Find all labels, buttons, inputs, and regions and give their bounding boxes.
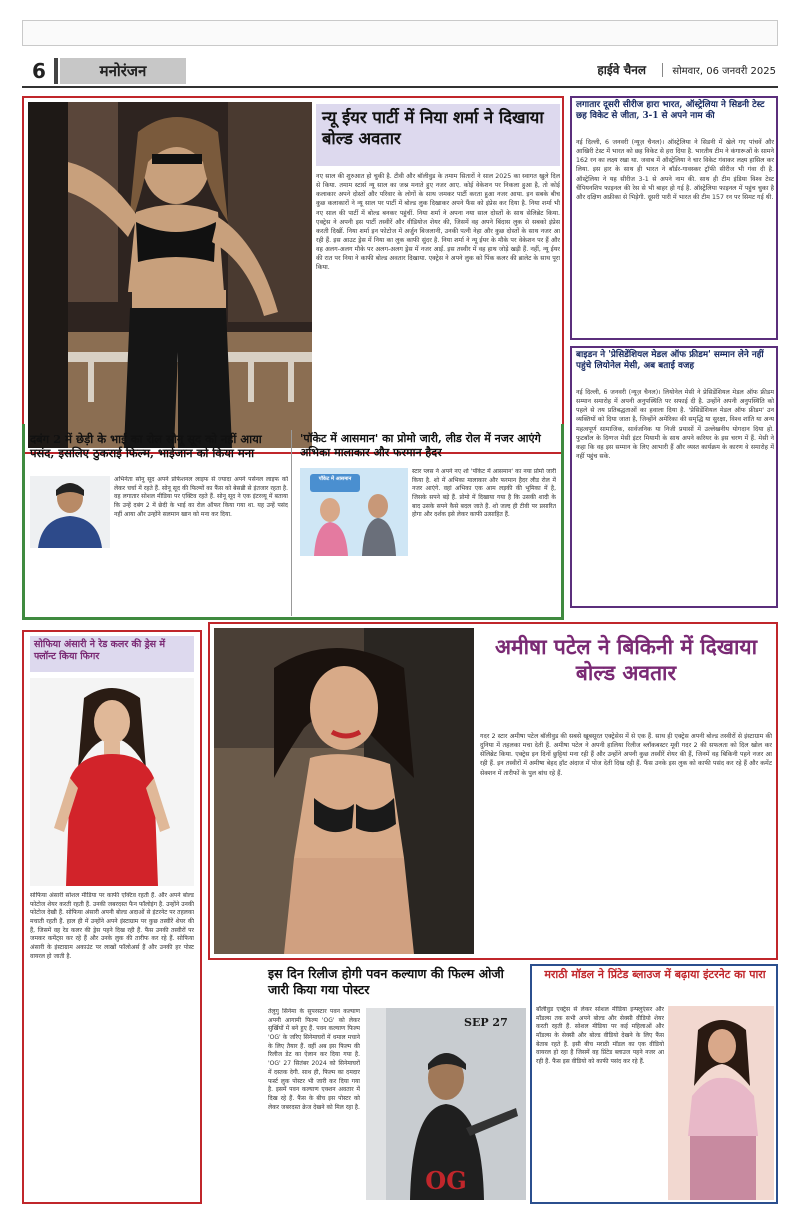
- story6-headline: सोफिया अंसारी ने रेड कलर की ड्रेस में फ्लॉन्ट किया फिगर: [34, 639, 166, 662]
- story-pawan-kalyan-og: [208, 964, 526, 1204]
- story-sofia-ansari: [22, 630, 202, 1204]
- page-number: 6: [32, 59, 46, 83]
- marathi-model-photo: [668, 1006, 774, 1200]
- story8-headline: इस दिन रिलीज होगी पवन कल्याण की फिल्म ओजी जारी किया गया पोस्टर: [268, 966, 504, 997]
- page-header: [22, 56, 778, 88]
- story-marathi-model: [530, 964, 778, 1204]
- story3-body: नई दिल्ली, 6 जनवरी (न्यूज़ चैनल)। लियोनेल मेसी ने प्रेसिडेंशियल मेडल ऑफ फ्रीडम सम्मान समारोह में अपनी अनुपस्थिति पर सफाई दी है. उन्होंने अपनी अनुपस्थिति को पहले से तय प्रतिबद्धताओं का हवाला दिया है. 'प्रेसिडेंशियल मेडल ऑफ फ्रीडम' उन व्यक्तियों को दिया जाता है, जिन्होंने अमेरिका की समृद्धि या सुरक्षा, विश्व शांति या अन्य महत्वपूर्ण सामाजिक, सार्वजनिक या निजी प्रयासों में उल्लेखनीय योगदान दिया हो. फुटबॉल के दिग्गज मेसी इंटर मियामी के साथ अपने करियर के इस चरण में हैं. मेसी ने कहा कि वह इस सम्मान के लिए आभारी हैं और व्यस्त कार्यक्रम के कारण वे समारोह में नहीं पहुंच सके.: [576, 389, 774, 460]
- nia-sharma-photo: [28, 102, 312, 448]
- story-cricket: [570, 96, 778, 340]
- story9-body: बॉलीवुड एक्ट्रेस से लेकर सोशल मीडिया इन्फ्लुएंसर और मॉडल्स तक सभी अपने बोल्ड और सेक्सी वीडियो शेयर करती रहती हैं. सोशल मीडिया पर कई महिलाओं और मॉडल्स के सेक्सी और बोल्ड वीडियो देखने के लिए फैंस बेताब रहते हैं. इसी बीच मराठी मॉडल का एक वीडियो वायरल हो रहा है जिसमें वह प्रिंटेड ब्लाउज पहने नजर आ रही हैं. फैंस इस वीडियो को काफी पसंद कर रहे हैं.: [536, 1006, 664, 1066]
- story-ameesha-patel: [208, 622, 778, 960]
- story7-headline: अमीषा पटेल ने बिकिनी में दिखाया बोल्ड अवतार: [494, 634, 758, 686]
- masthead-channel: हाईवे चैनल: [597, 63, 646, 77]
- poster-title: पॉकेट में आसमान: [318, 476, 352, 482]
- masthead-date: सोमवार, 06 जनवरी 2025: [662, 63, 776, 77]
- story-sonu-sood: [26, 430, 292, 616]
- story5-body: स्टार प्लस ने अपने नए शो 'पॉकेट में आसमान' का नया प्रोमो जारी किया है. शो में अभिका मालाकार और फरमान हैदर लीड रोल में नजर आएंगे. वहां अभिका एक आम लड़की की भूमिका में है, जिसके सपने बड़े हैं. प्रोमो में दिखाया गया है कि उसकी शादी के बाद उसके सपने कैसे बदल जाते हैं. शो जल्द ही टीवी पर प्रसारित होगा और दर्शक इसे लेकर काफी उत्साहित हैं.: [412, 468, 556, 519]
- story5-headline: 'पॉकेट में आसमान' का प्रोमो जारी, लीड रोल में नजर आएंगे अभिका मालाकार और फरमान हैदर: [300, 432, 541, 459]
- story9-headline: मराठी मॉडल ने प्रिंटेड ब्लाउज में बढ़ाया इंटरनेट का पारा: [544, 968, 766, 981]
- story-nia-sharma: [22, 96, 564, 454]
- story8-body: तेलुगु सिनेमा के सुपरस्टार पवन कल्याण अपनी आगामी फिल्म 'OG' को लेकर सुर्खियों में बने हुए हैं. पवन कल्याण फिल्म 'OG' के जरिए सिनेमाघरों में धमाल मचाने के लिए तैयार हैं. वहीं अब इस फिल्म की रिलीज डेट का ऐलान कर दिया गया है. 'OG' 27 सितंबर 2024 को सिनेमाघरों में दस्तक देगी. साथ ही, फिल्म का दमदार फर्स्ट लुक पोस्टर भी जारी कर दिया गया है. इसमें पवन कल्याण एक्शन अवतार में दिख रहे हैं. फैंस के बीच इस पोस्टर को लेकर जबरदस्त क्रेज देखने को मिल रहा है.: [268, 1008, 360, 1111]
- story6-body: सोफिया अंसारी सोशल मीडिया पर काफी एक्टिव रहती हैं. और अपने बोल्ड फोटोज शेयर करती रहती हैं. उनकी जबरदस्त फैन फॉलोइंग है. उन्होंने उनकी फोटोज देखी हैं. सोफिया अंसारी अपनी बोल्ड अदाओं से इंटरनेट पर तहलका मचाती रहती हैं. हाल ही में उन्होंने अपने इंस्टाग्राम पर कुछ तस्वीरें शेयर की हैं, जिसमें वह रेड कलर की ड्रेस पहने दिख रही हैं. फैंस उनकी तस्वीरों पर जमकर कमेंट्स कर रहे हैं और उनके लुक की तारीफ कर रहे हैं. सोफिया अंसारी के इंस्टाग्राम अकाउंट पर लाखों फॉलोअर्स हैं और उनकी हर पोस्ट वायरल हो जाती है.: [30, 892, 194, 960]
- story1-headline: न्यू ईयर पार्टी में निया शर्मा ने दिखाया बोल्ड अवतार: [322, 108, 544, 148]
- og-poster: [366, 1008, 526, 1200]
- story-pocket-mein-aasman: [296, 430, 560, 616]
- headline-band: [316, 104, 560, 166]
- ameesha-patel-photo: [214, 628, 474, 954]
- pocket-mein-aasman-poster: [300, 468, 408, 556]
- sonu-sood-photo: [30, 476, 110, 548]
- poster-date: SEP 27: [464, 1016, 508, 1029]
- sofia-headline-band: [30, 636, 194, 672]
- story2-body: नई दिल्ली, 6 जनवरी (न्यूज़ चैनल)। ऑस्ट्रेलिया ने सिडनी में खेले गए पांचवें और आखिरी टेस्ट में भारत को छह विकेट से हरा दिया है. भारतीय टीम ने कंगारूओं के सामने 162 रन का लक्ष्य रखा था. जवाब में ऑस्ट्रेलिया ने चार विकेट गंवाकर लक्ष्य हासिल कर लिया. इस हार के साथ ही भारत ने बॉर्डर-गावस्कर ट्रॉफी सीरीज भी गंवा दी है. ऑस्ट्रेलिया ने यह सीरीज 3-1 से अपने नाम की. साथ ही टीम इंडिया विश्व टेस्ट चैंपियनशिप फाइनल की रेस से भी बाहर हो गई है. ऑस्ट्रेलिया फाइनल में पहुंच चुका है और दक्षिण अफ्रीका से भिड़ेगी. दूसरी पारी में भारत की टीम 157 रन पर सिमट गई थी.: [576, 139, 774, 201]
- story-messi: [570, 346, 778, 608]
- story7-body: गदर 2 स्टार अमीषा पटेल बॉलीवुड की सबसे खूबसूरत एक्ट्रेसेस में से एक हैं. साथ ही एक्ट्रेस अपनी बोल्ड तस्वीरों से इंस्टाग्राम की दुनिया में तहलका मचा देती हैं. अमीषा पटेल ने अपनी हालिया रिलीज ब्लॉकबस्टर मूवी गदर 2 की सफलता को दिल खोल कर सेलिब्रेट किया. एक्ट्रेस इन दिनों छुट्टियां मना रही हैं और उन्होंने अपनी कुछ तस्वीरें शेयर की हैं, जिनमें वह बिकिनी पहने नजर आ रही हैं. इन तस्वीरों में अमीषा बेहद हॉट अंदाज में पोज देती दिख रही हैं. फैंस उनके इस लुक को काफी पसंद कर रहे हैं और कमेंट सेक्शन में तारीफों के पुल बांध रहे हैं.: [480, 733, 772, 777]
- story2-headline: लगातार दूसरी सीरीज हारा भारत, ऑस्ट्रेलिया ने सिडनी टेस्ट छह विकेट से जीता, 3-1 से अपने नाम की: [576, 100, 765, 121]
- story4-body: अभिनेता सोनू सूद अपने प्रोफेशनल लाइफ से ज्यादा अपने पर्सनल लाइफ को लेकर चर्चा में रहते हैं. सोनू सूद की फिल्मों का फैंस को बेसब्री से इंतजार रहता है. वह लगातार सोशल मीडिया पर एक्टिव रहते हैं. सोनू सूद ने एक इंटरव्यू में बताया कि उन्हें दबंग 2 में छेदी के भाई का रोल ऑफर किया गया था. यह उन्हें पसंद नहीं आया और उन्होंने सलमान खान को मना कर दिया.: [114, 476, 288, 518]
- poster-logo: OG: [425, 1166, 467, 1195]
- story3-headline: बाइडन ने 'प्रेसिडेंशियल मेडल ऑफ फ्रीडम' सम्मान लेने नहीं पहुंचे लियोनेल मेसी, अब बताई वजह: [576, 350, 764, 371]
- story1-body: नए साल की शुरुआत हो चुकी है. टीवी और बॉलीवुड के तमाम सितारों ने साल 2025 का स्वागत खुले दिल से किया. तमाम स्टार्स न्यू साल का जश्न मनाते हुए नजर आए. कोई वेकेशन पर निकला हुआ है, तो कोई कलाकार अपने दोस्तों और परिवार के लोगों के साथ जमकर पार्टी करता हुआ नजर आया. इन सबके बीच कुछ कलाकारों ने न्यू साल पर पार्टी में बोल्ड लुक दिखाकर अपने फैंस को इंप्रेस कर दिया है. निया शर्मा भी नए साल की पार्टी में बोल्ड बनकर पहुंचीं. निया शर्मा ने अपना नया साल दोस्तों के साथ सेलिब्रेट किया. एक्ट्रेस ने अपनी इस पार्टी तस्वीरें और वीडियोज शेयर की, जिसमें वह अपने बिंदास लुक से सबको इंप्रेस करती दिखीं. निया शर्मा इन फोटोज में अर्जुन बिजलानी, उनकी पत्नी नेहा और कुछ दोस्तों के साथ नजर आ रही हैं. इस आउट ड्रेस में निया का लुक काफी सुंदर है. निया शर्मा ने न्यू ईयर के मौके पर वेकेशन पर हैं और वह अलग-अलग मौके पर अलग-अलग ड्रेस में नजर आईं. इस तस्वीर में वह हाथ जोड़े खड़ी हैं. नहीं, न्यू ईयर की रात पर निया ने काफी बोल्ड अवतार दिखाया. एक्ट्रेस ने अपने लुक को पिंक कलर की ब्रालेट के साथ पूरा किया.: [316, 173, 560, 272]
- sofia-ansari-photo: [30, 678, 194, 886]
- top-bar: [22, 20, 778, 46]
- story4-headline: दबंग 2 में छेड़ी के भाई का रोल सोनू सूद को नहीं आया पसंद, इसलिए ठुकराई फिल्म, भाईजान को किया मना: [30, 432, 262, 461]
- section-title: मनोरंजन: [60, 58, 186, 84]
